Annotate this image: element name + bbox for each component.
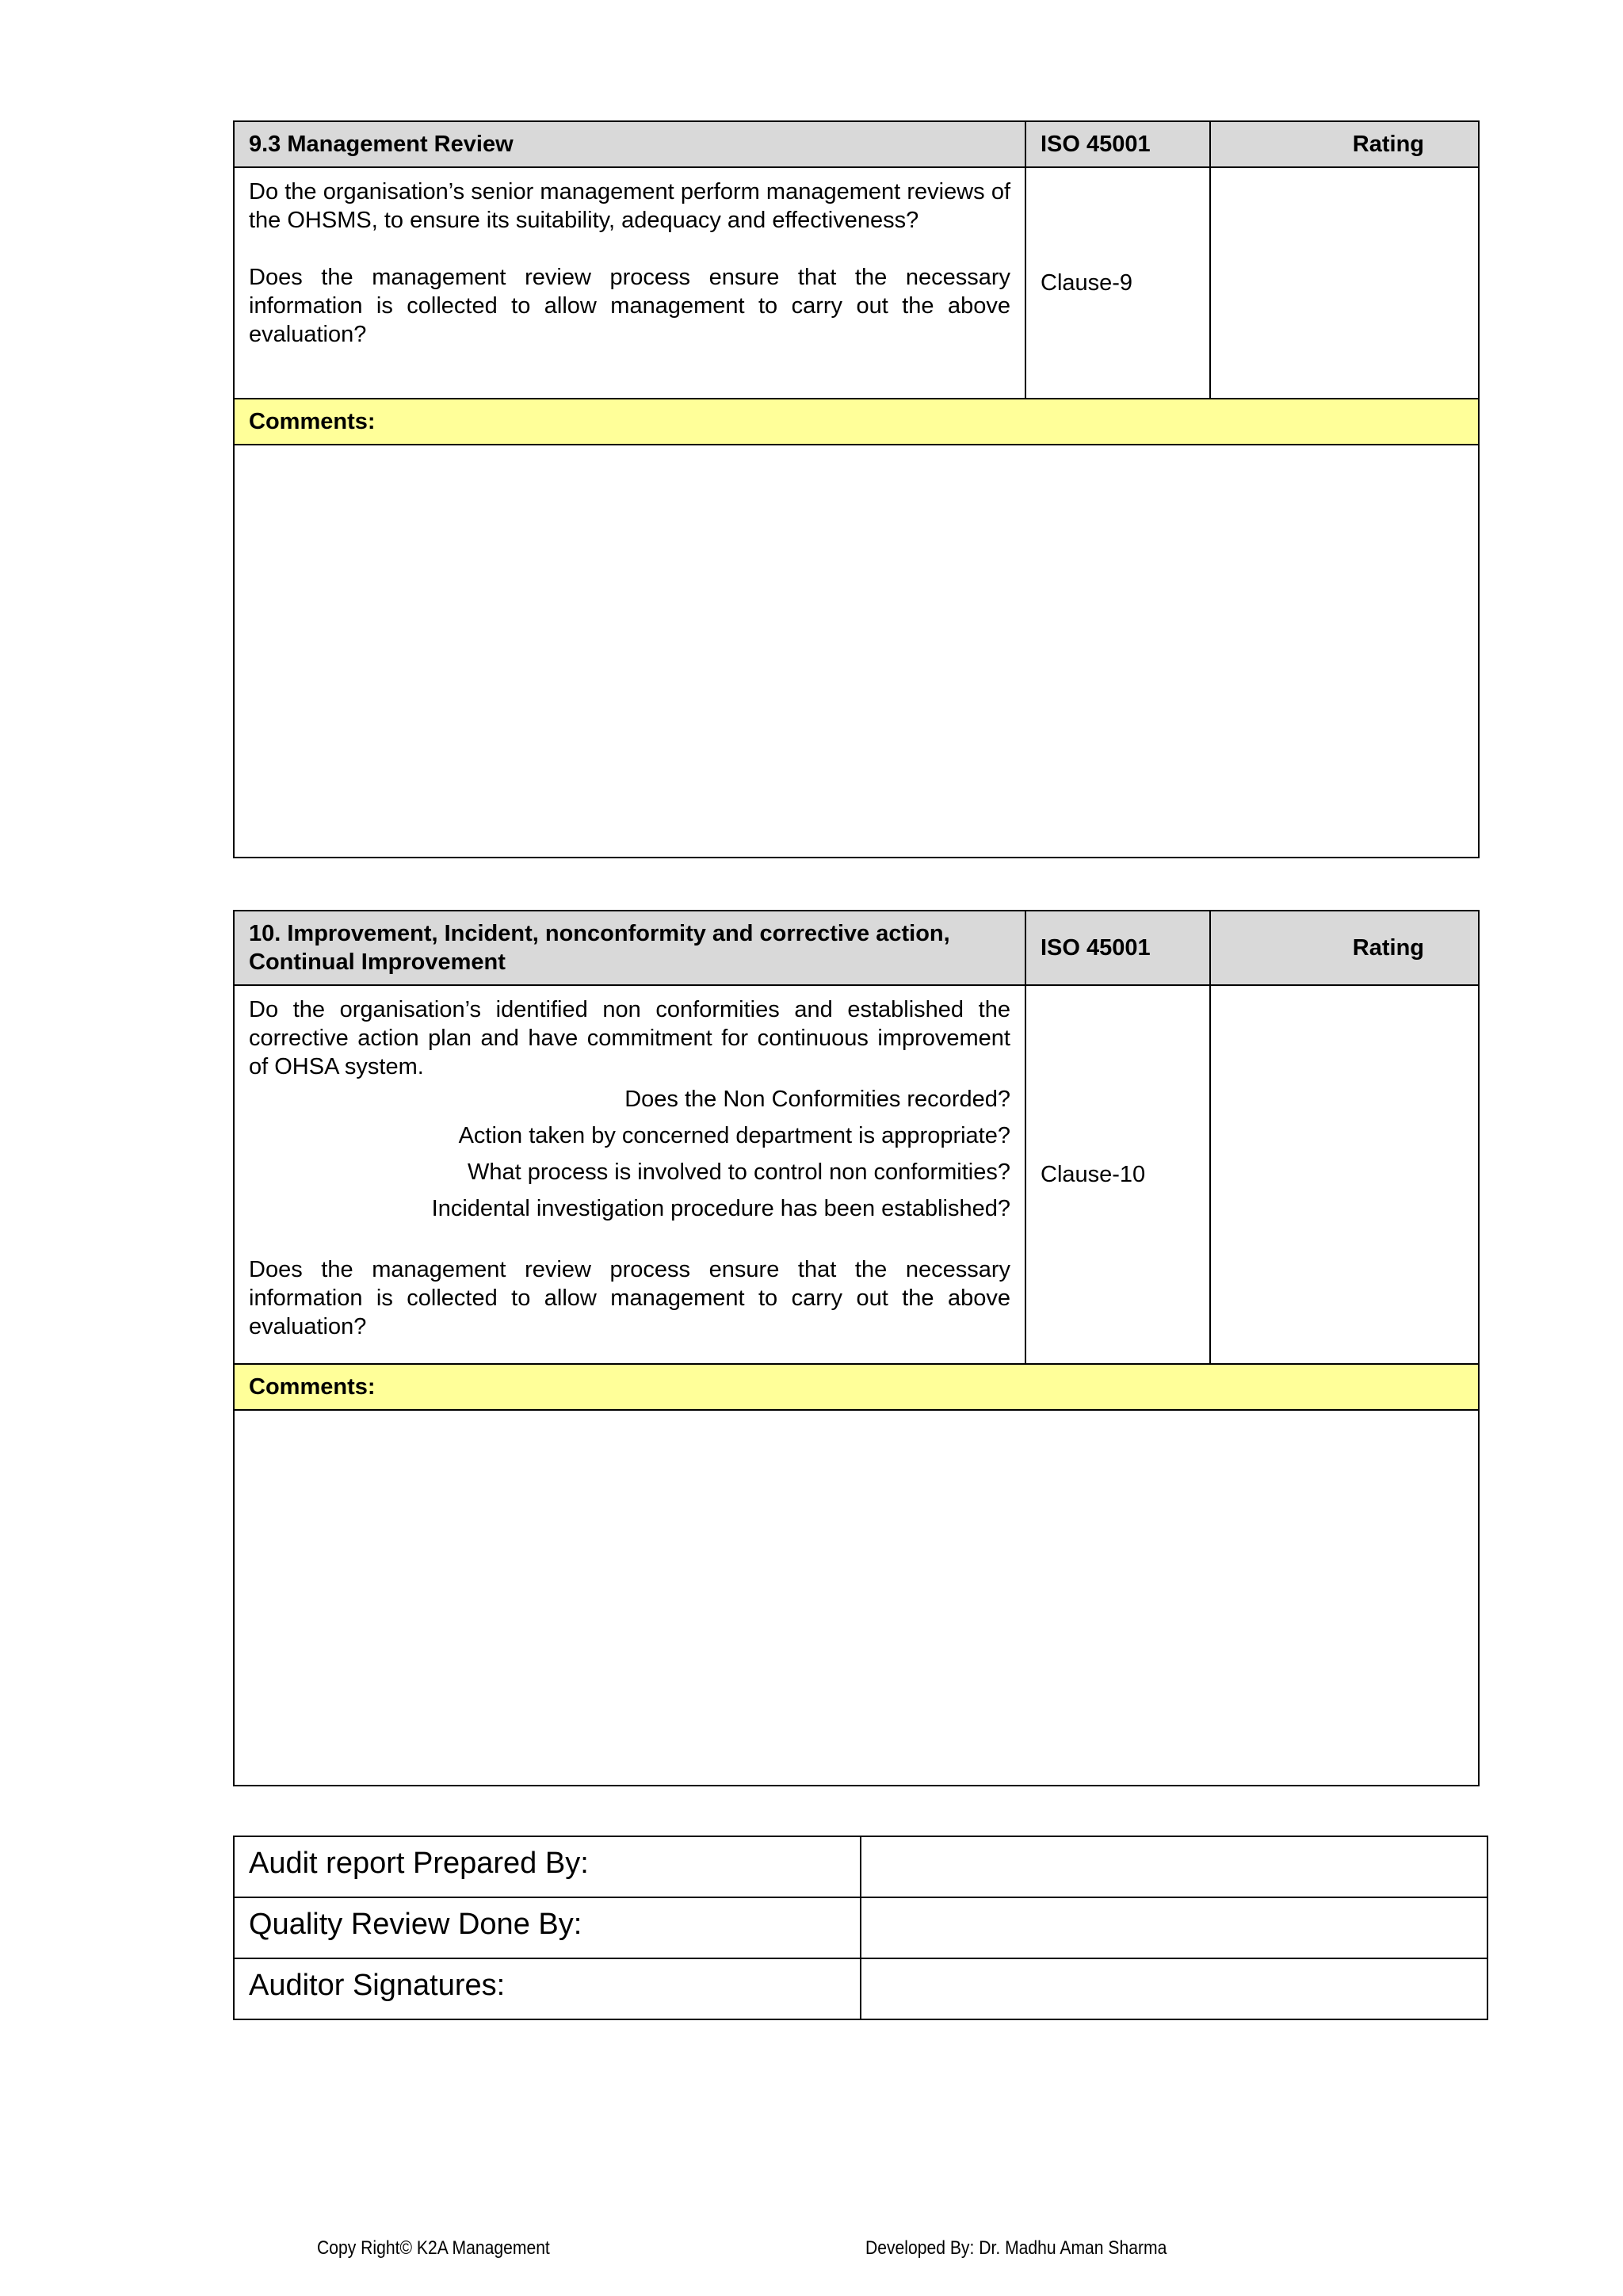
question-text: Do the organisation’s identified non conformities and established the corrective action plan and have commitment for continuous improvement of OHSA system. [249, 997, 1010, 1079]
auditor-signatures-field[interactable] [861, 1958, 1487, 2019]
quality-review-label: Quality Review Done By: [234, 1897, 861, 1958]
footer-developer: Developed By: Dr. Madhu Aman Sharma [865, 2237, 1167, 2259]
clause-cell: Clause-9 [1025, 167, 1210, 399]
question-text: Does the management review process ensure that the necessary information is collected to allow management to carry out the above evaluation? [249, 1257, 1010, 1339]
sub-question: Does the Non Conformities recorded? [624, 1087, 1010, 1112]
comments-label: Comments: [234, 399, 1479, 445]
sub-question: Action taken by concerned department is appropriate? [458, 1123, 1010, 1148]
comments-area[interactable] [234, 445, 1479, 858]
prepared-by-label: Audit report Prepared By: [234, 1836, 861, 1897]
rating-input-cell[interactable] [1210, 985, 1479, 1364]
section-title: 10. Improvement, Incident, nonconformity and corrective action, Continual Improvement [234, 911, 1025, 985]
clause-cell: Clause-10 [1025, 985, 1210, 1364]
management-review-table [233, 120, 1480, 858]
rating-header: Rating [1210, 911, 1479, 985]
sub-question: What process is involved to control non conformities? [467, 1159, 1010, 1185]
prepared-by-field[interactable] [861, 1836, 1487, 1897]
comments-label: Comments: [234, 1364, 1479, 1410]
question-cell [234, 167, 1025, 399]
sub-question: Incidental investigation procedure has been established? [431, 1196, 1010, 1221]
quality-review-field[interactable] [861, 1897, 1487, 1958]
footer-copyright: Copy Right© K2A Management [317, 2237, 550, 2259]
rating-header: Rating [1210, 121, 1479, 167]
question-text: Do the organisation’s senior management perform management reviews of the OHSMS, to ensure its suitability, adequacy and effectiveness? [249, 179, 1010, 233]
section-title: 9.3 Management Review [234, 121, 1025, 167]
improvement-table [233, 910, 1480, 1786]
signoff-table [233, 1836, 1488, 2020]
question-text: Does the management review process ensure that the necessary information is collected to allow management to carry out the above evaluation? [249, 265, 1010, 347]
standard-header: ISO 45001 [1025, 911, 1210, 985]
comments-area[interactable] [234, 1410, 1479, 1786]
question-cell [234, 985, 1025, 1364]
auditor-signatures-label: Auditor Signatures: [234, 1958, 861, 2019]
standard-header: ISO 45001 [1025, 121, 1210, 167]
rating-input-cell[interactable] [1210, 167, 1479, 399]
